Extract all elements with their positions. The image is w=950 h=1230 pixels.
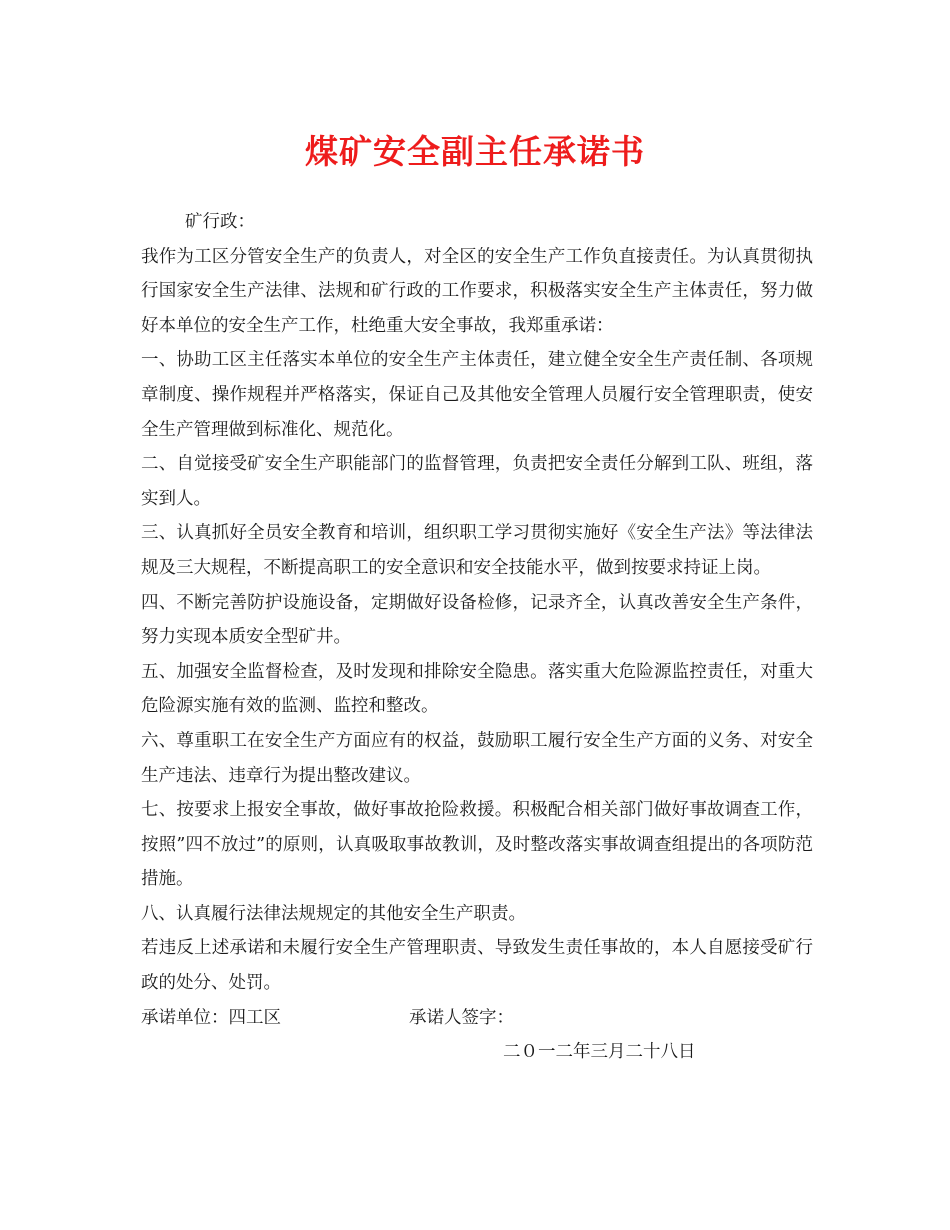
paragraph-item-1: 一、协助工区主任落实本单位的安全生产主体责任，建立健全安全生产责任制、各项规章制度、操作规程并严格落实，保证自己及其他安全管理人员履行安全管理职责，使安全生产管理做到标准化、规范化。 [141,350,813,440]
paragraph-intro: 我作为工区分管安全生产的负责人，对全区的安全生产工作负直接责任。为认真贯彻执行国家安全生产法律、法规和矿行政的工作要求，积极落实安全生产主体责任，努力做好本单位的安全生产工作，杜绝重大安全事故，我郑重承诺： [141,246,813,336]
signing-unit: 承诺单位：四工区 [141,1007,281,1028]
document-title: 煤矿安全副主任承诺书 [305,132,645,171]
paragraph-penalty: 若违反上述承诺和未履行安全生产管理职责、导致发生责任事故的，本人自愿接受矿行政的处分、处罚。 [141,938,813,994]
paragraph-item-4: 四、不断完善防护设施设备，定期做好设备检修，记录齐全，认真改善安全生产条件，努力实现本质安全型矿井。 [141,592,813,648]
paragraph-item-6: 六、尊重职工在安全生产方面应有的权益，鼓励职工履行安全生产方面的义务、对安全生产违法、违章行为提出整改建议。 [141,730,813,786]
paragraph-item-7: 七、按要求上报安全事故，做好事故抢险救援。积极配合相关部门做好事故调查工作，按照”四不放过”的原则，认真吸取事故教训，及时整改落实事故调查组提出的各项防范措施。 [141,800,813,890]
document-body [141,205,813,1070]
paragraph-item-8: 八、认真履行法律法规规定的其他安全生产职责。 [141,903,526,924]
paragraph-item-3: 三、认真抓好全员安全教育和培训，组织职工学习贯彻实施好《安全生产法》等法律法规及三大规程，不断提高职工的安全意识和安全技能水平，做到按要求持证上岗。 [141,523,813,578]
document-date: 二０一二年三月二十八日 [503,1042,696,1063]
salutation: 矿行政： [185,212,255,232]
paragraph-item-2: 二、自觉接受矿安全生产职能部门的监督管理，负责把安全责任分解到工队、班组，落实到人。 [141,454,813,509]
paragraph-item-5: 五、加强安全监督检查，及时发现和排除安全隐患。落实重大危险源监控责任，对重大危险源实施有效的监测、监控和整改。 [141,661,813,717]
signature-row [141,1001,813,1036]
signer-label: 承诺人签字： [409,1007,514,1028]
